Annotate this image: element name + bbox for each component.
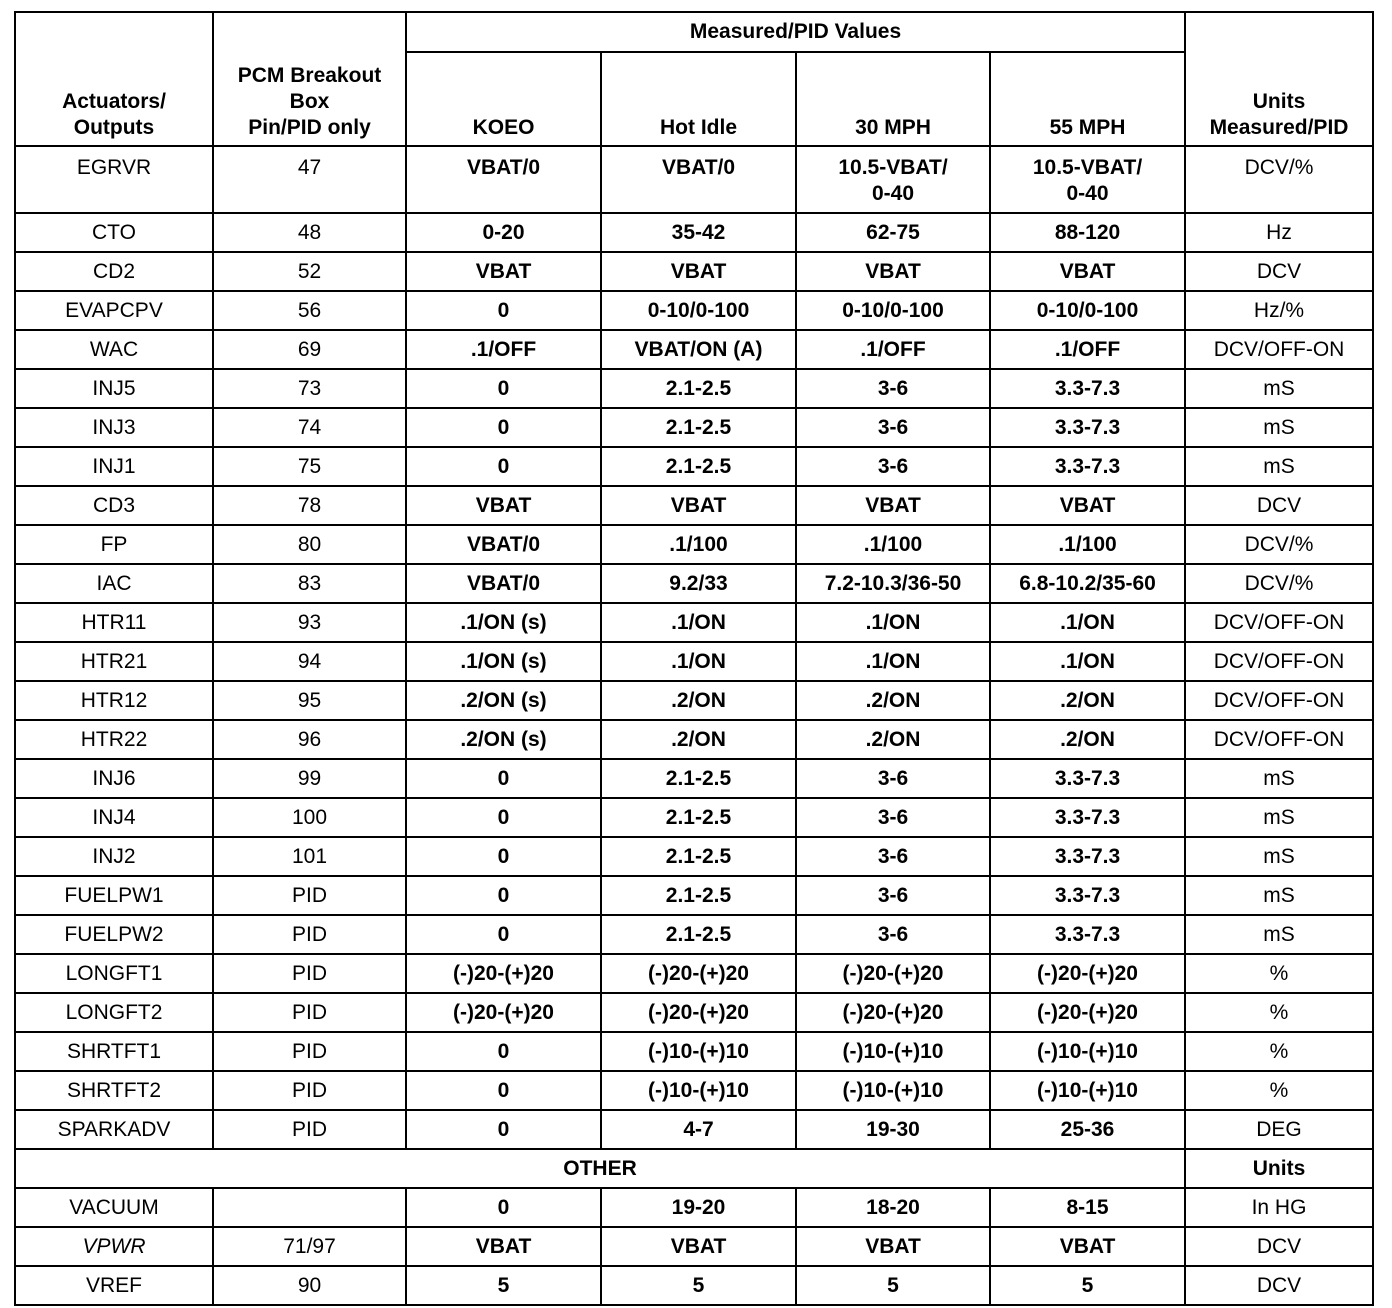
cell-30mph: 7.2-10.3/36-50 <box>796 564 990 603</box>
header-units-line2: Measured/PID <box>1209 116 1349 139</box>
cell-output: VREF <box>15 1266 213 1305</box>
cell-koeo: .1/ON (s) <box>406 642 601 681</box>
cell-hot-idle: 35-42 <box>601 213 796 252</box>
cell-output: CTO <box>15 213 213 252</box>
cell-pin: PID <box>213 993 406 1032</box>
cell-units: % <box>1185 993 1373 1032</box>
cell-55mph-line1: 10.5-VBAT/ <box>1032 156 1143 179</box>
cell-30mph: .1/OFF <box>796 330 990 369</box>
cell-units: DCV <box>1185 1266 1373 1305</box>
cell-55mph: 3.3-7.3 <box>990 876 1185 915</box>
cell-units: mS <box>1185 837 1373 876</box>
cell-pin: PID <box>213 876 406 915</box>
cell-55mph: .2/ON <box>990 681 1185 720</box>
cell-units: Hz <box>1185 213 1373 252</box>
table-row <box>15 603 1373 642</box>
header-55mph: 55 MPH <box>990 52 1185 146</box>
cell-output: INJ2 <box>15 837 213 876</box>
cell-30mph: .2/ON <box>796 720 990 759</box>
cell-55mph: 6.8-10.2/35-60 <box>990 564 1185 603</box>
cell-55mph: 3.3-7.3 <box>990 759 1185 798</box>
cell-output: FUELPW2 <box>15 915 213 954</box>
cell-output: FP <box>15 525 213 564</box>
table-row <box>15 915 1373 954</box>
cell-koeo: .1/OFF <box>406 330 601 369</box>
cell-koeo: 0 <box>406 1110 601 1149</box>
header-actuators-line2: Outputs <box>73 116 155 139</box>
cell-55mph: 8-15 <box>990 1188 1185 1227</box>
header-pin-line3: Pin/PID only <box>248 116 371 139</box>
cell-30mph <box>796 146 990 213</box>
table-row <box>15 146 1373 213</box>
cell-units: % <box>1185 1071 1373 1110</box>
table-row <box>15 291 1373 330</box>
cell-hot-idle: 2.1-2.5 <box>601 369 796 408</box>
cell-pin: 48 <box>213 213 406 252</box>
cell-pin: 90 <box>213 1266 406 1305</box>
cell-hot-idle: 4-7 <box>601 1110 796 1149</box>
cell-koeo: 0 <box>406 447 601 486</box>
cell-output: VACUUM <box>15 1188 213 1227</box>
cell-output: WAC <box>15 330 213 369</box>
cell-output: FUELPW1 <box>15 876 213 915</box>
table-row <box>15 486 1373 525</box>
cell-55mph: (-)20-(+)20 <box>990 993 1185 1032</box>
cell-pin <box>213 1188 406 1227</box>
header-actuators-line1: Actuators/ <box>62 90 166 113</box>
cell-pin: 83 <box>213 564 406 603</box>
header-pin-line2: Box <box>289 90 330 113</box>
cell-hot-idle: 5 <box>601 1266 796 1305</box>
cell-koeo: 5 <box>406 1266 601 1305</box>
cell-hot-idle: 2.1-2.5 <box>601 408 796 447</box>
table-row <box>15 369 1373 408</box>
cell-hot-idle: VBAT <box>601 486 796 525</box>
header-actuators <box>15 12 213 146</box>
header-hot-idle: Hot Idle <box>601 52 796 146</box>
cell-30mph: 3-6 <box>796 798 990 837</box>
cell-55mph: .1/OFF <box>990 330 1185 369</box>
cell-55mph: 88-120 <box>990 213 1185 252</box>
cell-units: DCV/% <box>1185 564 1373 603</box>
header-30mph: 30 MPH <box>796 52 990 146</box>
cell-55mph: 3.3-7.3 <box>990 408 1185 447</box>
cell-koeo: 0 <box>406 408 601 447</box>
cell-units: DCV/OFF-ON <box>1185 720 1373 759</box>
cell-55mph: .1/ON <box>990 603 1185 642</box>
cell-hot-idle: 2.1-2.5 <box>601 447 796 486</box>
cell-55mph: (-)10-(+)10 <box>990 1032 1185 1071</box>
cell-30mph: VBAT <box>796 486 990 525</box>
table-row <box>15 759 1373 798</box>
table-row <box>15 330 1373 369</box>
cell-output: SPARKADV <box>15 1110 213 1149</box>
cell-units: mS <box>1185 915 1373 954</box>
cell-hot-idle: 2.1-2.5 <box>601 837 796 876</box>
cell-output: INJ3 <box>15 408 213 447</box>
cell-hot-idle: (-)20-(+)20 <box>601 993 796 1032</box>
header-units-line1: Units <box>1252 90 1306 113</box>
cell-koeo: VBAT/0 <box>406 146 601 213</box>
cell-koeo: 0 <box>406 1071 601 1110</box>
cell-koeo: .2/ON (s) <box>406 720 601 759</box>
cell-30mph: .1/ON <box>796 603 990 642</box>
cell-30mph: (-)20-(+)20 <box>796 954 990 993</box>
cell-koeo: VBAT <box>406 252 601 291</box>
header-koeo: KOEO <box>406 52 601 146</box>
cell-koeo: VBAT <box>406 1227 601 1266</box>
cell-units: DCV <box>1185 1227 1373 1266</box>
cell-units: DCV <box>1185 486 1373 525</box>
cell-pin: 47 <box>213 146 406 213</box>
cell-output: SHRTFT2 <box>15 1071 213 1110</box>
cell-units: DCV/OFF-ON <box>1185 330 1373 369</box>
table-row <box>15 564 1373 603</box>
cell-units: DCV <box>1185 252 1373 291</box>
cell-hot-idle: 19-20 <box>601 1188 796 1227</box>
table-row <box>15 993 1373 1032</box>
cell-output: INJ4 <box>15 798 213 837</box>
cell-30mph: 3-6 <box>796 876 990 915</box>
cell-units: DCV/OFF-ON <box>1185 642 1373 681</box>
cell-hot-idle: 2.1-2.5 <box>601 759 796 798</box>
cell-pin: 75 <box>213 447 406 486</box>
cell-30mph: .2/ON <box>796 681 990 720</box>
table-row <box>15 798 1373 837</box>
cell-units: Hz/% <box>1185 291 1373 330</box>
cell-55mph: 3.3-7.3 <box>990 798 1185 837</box>
cell-pin: 69 <box>213 330 406 369</box>
actuator-spec-table <box>14 11 1374 1306</box>
cell-output: INJ6 <box>15 759 213 798</box>
table-row <box>15 720 1373 759</box>
cell-output: EVAPCPV <box>15 291 213 330</box>
cell-units: DCV/OFF-ON <box>1185 603 1373 642</box>
cell-hot-idle: 2.1-2.5 <box>601 915 796 954</box>
cell-pin: PID <box>213 1032 406 1071</box>
cell-55mph: VBAT <box>990 1227 1185 1266</box>
table-row <box>15 447 1373 486</box>
cell-30mph: .1/ON <box>796 642 990 681</box>
cell-units: DEG <box>1185 1110 1373 1149</box>
cell-hot-idle: 2.1-2.5 <box>601 798 796 837</box>
cell-55mph: 3.3-7.3 <box>990 369 1185 408</box>
cell-55mph: .2/ON <box>990 720 1185 759</box>
cell-30mph: 3-6 <box>796 369 990 408</box>
cell-pin: 101 <box>213 837 406 876</box>
cell-55mph: (-)20-(+)20 <box>990 954 1185 993</box>
cell-55mph: 3.3-7.3 <box>990 915 1185 954</box>
cell-pin: 95 <box>213 681 406 720</box>
cell-hot-idle: .2/ON <box>601 681 796 720</box>
cell-units: DCV/% <box>1185 525 1373 564</box>
other-section-header <box>15 1149 1373 1188</box>
cell-30mph: VBAT <box>796 1227 990 1266</box>
header-measured-group: Measured/PID Values <box>406 12 1185 52</box>
cell-30mph: 3-6 <box>796 408 990 447</box>
cell-30mph: 62-75 <box>796 213 990 252</box>
table-row <box>15 525 1373 564</box>
other-label: OTHER <box>15 1149 1185 1188</box>
cell-hot-idle: .2/ON <box>601 720 796 759</box>
cell-55mph: VBAT <box>990 252 1185 291</box>
cell-pin: 100 <box>213 798 406 837</box>
cell-30mph: VBAT <box>796 252 990 291</box>
cell-30mph: 3-6 <box>796 447 990 486</box>
cell-30mph: 5 <box>796 1266 990 1305</box>
cell-output: CD3 <box>15 486 213 525</box>
header-row-1 <box>15 12 1373 52</box>
cell-output: INJ5 <box>15 369 213 408</box>
cell-output: VPWR <box>15 1227 213 1266</box>
table-row <box>15 1227 1373 1266</box>
cell-koeo: .2/ON (s) <box>406 681 601 720</box>
table-row <box>15 1188 1373 1227</box>
cell-30mph: 3-6 <box>796 915 990 954</box>
header-pin-line1: PCM Breakout <box>237 64 382 87</box>
cell-hot-idle: (-)10-(+)10 <box>601 1071 796 1110</box>
cell-hot-idle: VBAT/ON (A) <box>601 330 796 369</box>
cell-hot-idle: 0-10/0-100 <box>601 291 796 330</box>
cell-30mph: 0-10/0-100 <box>796 291 990 330</box>
cell-units: mS <box>1185 759 1373 798</box>
cell-koeo: VBAT/0 <box>406 564 601 603</box>
cell-pin: 71/97 <box>213 1227 406 1266</box>
table-row <box>15 642 1373 681</box>
table-row <box>15 1110 1373 1149</box>
cell-pin: 74 <box>213 408 406 447</box>
cell-55mph: 5 <box>990 1266 1185 1305</box>
cell-output: EGRVR <box>15 146 213 213</box>
cell-hot-idle: VBAT <box>601 1227 796 1266</box>
cell-30mph: (-)10-(+)10 <box>796 1071 990 1110</box>
cell-pin: 94 <box>213 642 406 681</box>
cell-55mph: VBAT <box>990 486 1185 525</box>
cell-hot-idle: .1/100 <box>601 525 796 564</box>
cell-units: mS <box>1185 876 1373 915</box>
cell-units: mS <box>1185 408 1373 447</box>
cell-units: In HG <box>1185 1188 1373 1227</box>
cell-55mph <box>990 146 1185 213</box>
cell-30mph: 19-30 <box>796 1110 990 1149</box>
cell-koeo: 0-20 <box>406 213 601 252</box>
cell-30mph: .1/100 <box>796 525 990 564</box>
cell-output: HTR12 <box>15 681 213 720</box>
cell-55mph: .1/100 <box>990 525 1185 564</box>
cell-hot-idle: (-)10-(+)10 <box>601 1032 796 1071</box>
cell-output: IAC <box>15 564 213 603</box>
table-row <box>15 213 1373 252</box>
cell-pin: PID <box>213 1071 406 1110</box>
cell-pin: PID <box>213 915 406 954</box>
header-units <box>1185 12 1373 146</box>
cell-output: LONGFT2 <box>15 993 213 1032</box>
cell-koeo: 0 <box>406 876 601 915</box>
cell-output: HTR22 <box>15 720 213 759</box>
cell-pin: 52 <box>213 252 406 291</box>
cell-koeo: 0 <box>406 1032 601 1071</box>
cell-output: HTR11 <box>15 603 213 642</box>
cell-30mph: (-)10-(+)10 <box>796 1032 990 1071</box>
cell-koeo: 0 <box>406 291 601 330</box>
table-row <box>15 1266 1373 1305</box>
cell-units: DCV/% <box>1185 146 1373 213</box>
cell-units: mS <box>1185 369 1373 408</box>
table-row <box>15 954 1373 993</box>
cell-units: mS <box>1185 447 1373 486</box>
table-row <box>15 876 1373 915</box>
cell-koeo: .1/ON (s) <box>406 603 601 642</box>
cell-pin: 73 <box>213 369 406 408</box>
cell-units: % <box>1185 954 1373 993</box>
table-row <box>15 1071 1373 1110</box>
cell-30mph: 18-20 <box>796 1188 990 1227</box>
cell-hot-idle: VBAT <box>601 252 796 291</box>
table-row <box>15 252 1373 291</box>
cell-pin: 56 <box>213 291 406 330</box>
cell-koeo: VBAT <box>406 486 601 525</box>
cell-hot-idle: VBAT/0 <box>601 146 796 213</box>
cell-koeo: 0 <box>406 837 601 876</box>
cell-55mph: 0-10/0-100 <box>990 291 1185 330</box>
cell-output: INJ1 <box>15 447 213 486</box>
cell-koeo: (-)20-(+)20 <box>406 954 601 993</box>
cell-koeo: 0 <box>406 915 601 954</box>
cell-pin: 78 <box>213 486 406 525</box>
cell-pin: PID <box>213 954 406 993</box>
table-row <box>15 408 1373 447</box>
cell-pin: PID <box>213 1110 406 1149</box>
cell-55mph: (-)10-(+)10 <box>990 1071 1185 1110</box>
cell-55mph-line2: 0-40 <box>1066 182 1109 205</box>
table-row <box>15 681 1373 720</box>
cell-hot-idle: 9.2/33 <box>601 564 796 603</box>
cell-pin: 96 <box>213 720 406 759</box>
cell-output: SHRTFT1 <box>15 1032 213 1071</box>
cell-hot-idle: .1/ON <box>601 603 796 642</box>
cell-pin: 99 <box>213 759 406 798</box>
cell-30mph: (-)20-(+)20 <box>796 993 990 1032</box>
cell-30mph: 3-6 <box>796 759 990 798</box>
cell-output: LONGFT1 <box>15 954 213 993</box>
table-row <box>15 837 1373 876</box>
header-pin <box>213 12 406 146</box>
cell-30mph-line2: 0-40 <box>871 182 915 205</box>
cell-units: % <box>1185 1032 1373 1071</box>
cell-koeo: VBAT/0 <box>406 525 601 564</box>
cell-55mph: 25-36 <box>990 1110 1185 1149</box>
cell-55mph: 3.3-7.3 <box>990 837 1185 876</box>
cell-pin: 80 <box>213 525 406 564</box>
table-row <box>15 1032 1373 1071</box>
table-body <box>15 146 1373 1305</box>
cell-30mph: 3-6 <box>796 837 990 876</box>
cell-hot-idle: .1/ON <box>601 642 796 681</box>
cell-koeo: 0 <box>406 759 601 798</box>
cell-hot-idle: 2.1-2.5 <box>601 876 796 915</box>
cell-koeo: (-)20-(+)20 <box>406 993 601 1032</box>
cell-units: mS <box>1185 798 1373 837</box>
cell-30mph-line1: 10.5-VBAT/ <box>838 156 948 179</box>
cell-koeo: 0 <box>406 1188 601 1227</box>
cell-koeo: 0 <box>406 369 601 408</box>
cell-output: HTR21 <box>15 642 213 681</box>
cell-pin: 93 <box>213 603 406 642</box>
cell-55mph: 3.3-7.3 <box>990 447 1185 486</box>
cell-units: DCV/OFF-ON <box>1185 681 1373 720</box>
cell-output: CD2 <box>15 252 213 291</box>
cell-hot-idle: (-)20-(+)20 <box>601 954 796 993</box>
other-units-label: Units <box>1185 1149 1373 1188</box>
cell-koeo: 0 <box>406 798 601 837</box>
cell-55mph: .1/ON <box>990 642 1185 681</box>
